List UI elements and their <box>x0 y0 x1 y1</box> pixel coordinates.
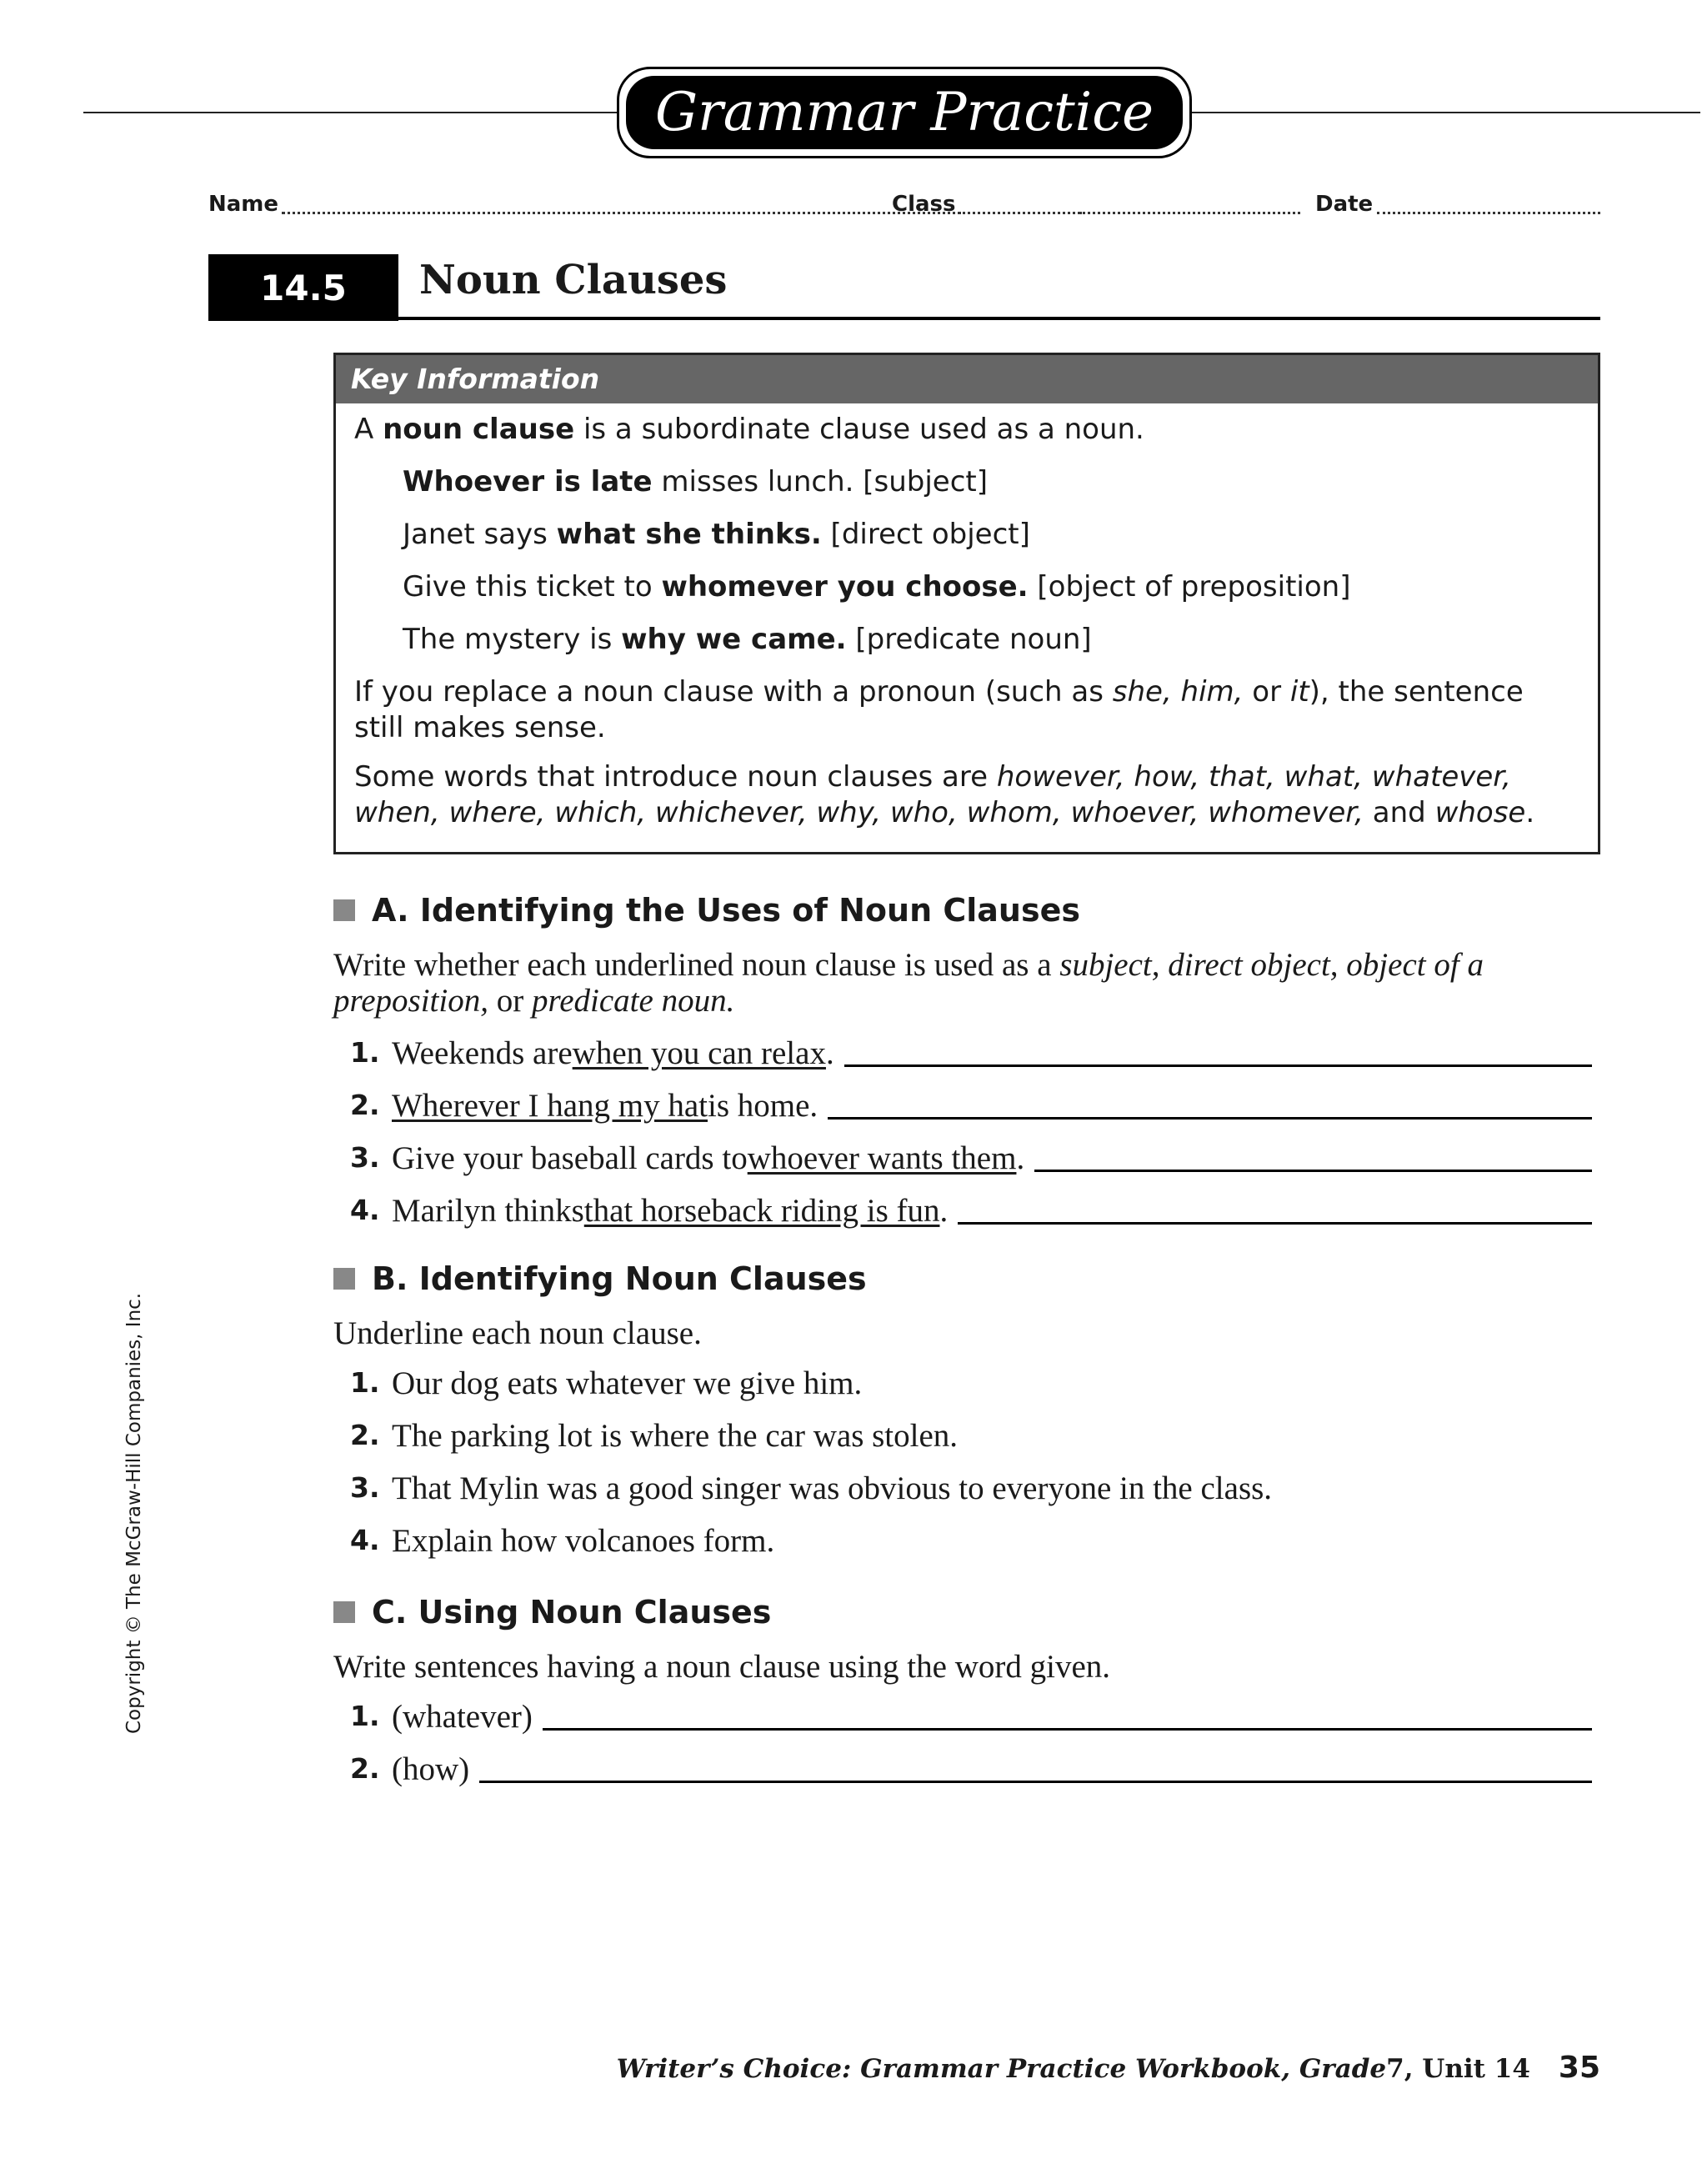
exercise-a-item: 1. Weekends are when you can relax . <box>350 1034 1592 1072</box>
exercise-c-item: 2. (how) <box>350 1750 1592 1788</box>
section-number: 14.5 <box>208 254 398 321</box>
section-title: Noun Clauses <box>419 257 728 303</box>
exercise-a-heading: A. Identifying the Uses of Noun Clauses <box>333 892 1080 929</box>
banner <box>617 67 1192 158</box>
class-field[interactable] <box>959 212 1300 214</box>
example-predicate-noun: The mystery is why we came. [predicate noun] <box>403 623 1092 656</box>
footer-unit: , Unit 14 <box>1404 2054 1530 2084</box>
replacement-note: If you replace a noun clause with a pronoun (such as she, him, or it), the sentence still makes sense. <box>354 675 1524 744</box>
exercise-a-item: 3. Give your baseball cards to whoever wants them . <box>350 1139 1592 1177</box>
answer-line[interactable] <box>828 1117 1592 1120</box>
answer-line[interactable] <box>844 1064 1592 1067</box>
class-label: Class <box>892 192 956 217</box>
copyright-notice: Copyright © The McGraw-Hill Companies, Inc. <box>123 1292 145 1734</box>
footer-title: Writer’s Choice: Grammar Practice Workbook, Grade <box>616 2054 1387 2084</box>
square-bullet-icon <box>333 1601 355 1623</box>
exercise-b-item[interactable]: 4. Explain how volcanoes form. <box>350 1523 775 1559</box>
key-information-header: Key Information <box>336 355 1598 403</box>
exercise-b-item[interactable]: 1. Our dog eats whatever we give him. <box>350 1365 863 1401</box>
square-bullet-icon <box>333 899 355 921</box>
example-object-of-preposition: Give this ticket to whomever you choose. [object of preposition] <box>403 570 1351 604</box>
answer-line[interactable] <box>543 1728 1592 1731</box>
exercise-a-item: 4. Marilyn thinks that horseback riding is fun . <box>350 1191 1592 1230</box>
exercise-b-heading: B. Identifying Noun Clauses <box>333 1260 867 1297</box>
key-information-box <box>333 353 1600 854</box>
page-footer <box>617 2051 1600 2085</box>
page-number: 35 <box>1558 2051 1600 2085</box>
exercise-b-item[interactable]: 2. The parking lot is where the car was stolen. <box>350 1418 959 1454</box>
answer-line[interactable] <box>479 1781 1592 1783</box>
introducing-words-note: Some words that introduce noun clauses are however, how, that, what, whatever, when, where, which, whichever, why, who, whom, whoever, whomever, and whose. <box>354 760 1535 829</box>
exercise-c-instructions: Write sentences having a noun clause using the word given. <box>333 1649 1111 1685</box>
banner-title: Grammar Practice <box>655 82 1154 143</box>
exercise-a-item: 2. Wherever I hang my hat is home. <box>350 1086 1592 1125</box>
answer-line[interactable] <box>1034 1170 1592 1172</box>
exercise-c-item: 1. (whatever) <box>350 1697 1592 1736</box>
section-rule <box>398 317 1600 320</box>
name-label: Name <box>208 192 279 217</box>
student-info-row <box>208 192 1600 225</box>
date-field[interactable] <box>1377 212 1600 214</box>
exercise-a-instructions: Write whether each underlined noun clause is used as a subject, direct object, object of a preposition, or predicate noun. <box>333 947 1484 1019</box>
exercise-c-heading: C. Using Noun Clauses <box>333 1594 771 1630</box>
footer-grade: 7 <box>1386 2054 1404 2084</box>
answer-line[interactable] <box>958 1222 1592 1225</box>
date-label: Date <box>1315 192 1374 217</box>
example-subject: Whoever is late misses lunch. [subject] <box>403 465 988 498</box>
exercise-b-instructions: Underline each noun clause. <box>333 1315 702 1351</box>
exercise-b-item[interactable]: 3. That Mylin was a good singer was obvious to everyone in the class. <box>350 1470 1273 1506</box>
definition: A noun clause is a subordinate clause used as a noun. <box>354 413 1144 446</box>
example-direct-object: Janet says what she thinks. [direct object] <box>403 518 1030 551</box>
square-bullet-icon <box>333 1268 355 1290</box>
